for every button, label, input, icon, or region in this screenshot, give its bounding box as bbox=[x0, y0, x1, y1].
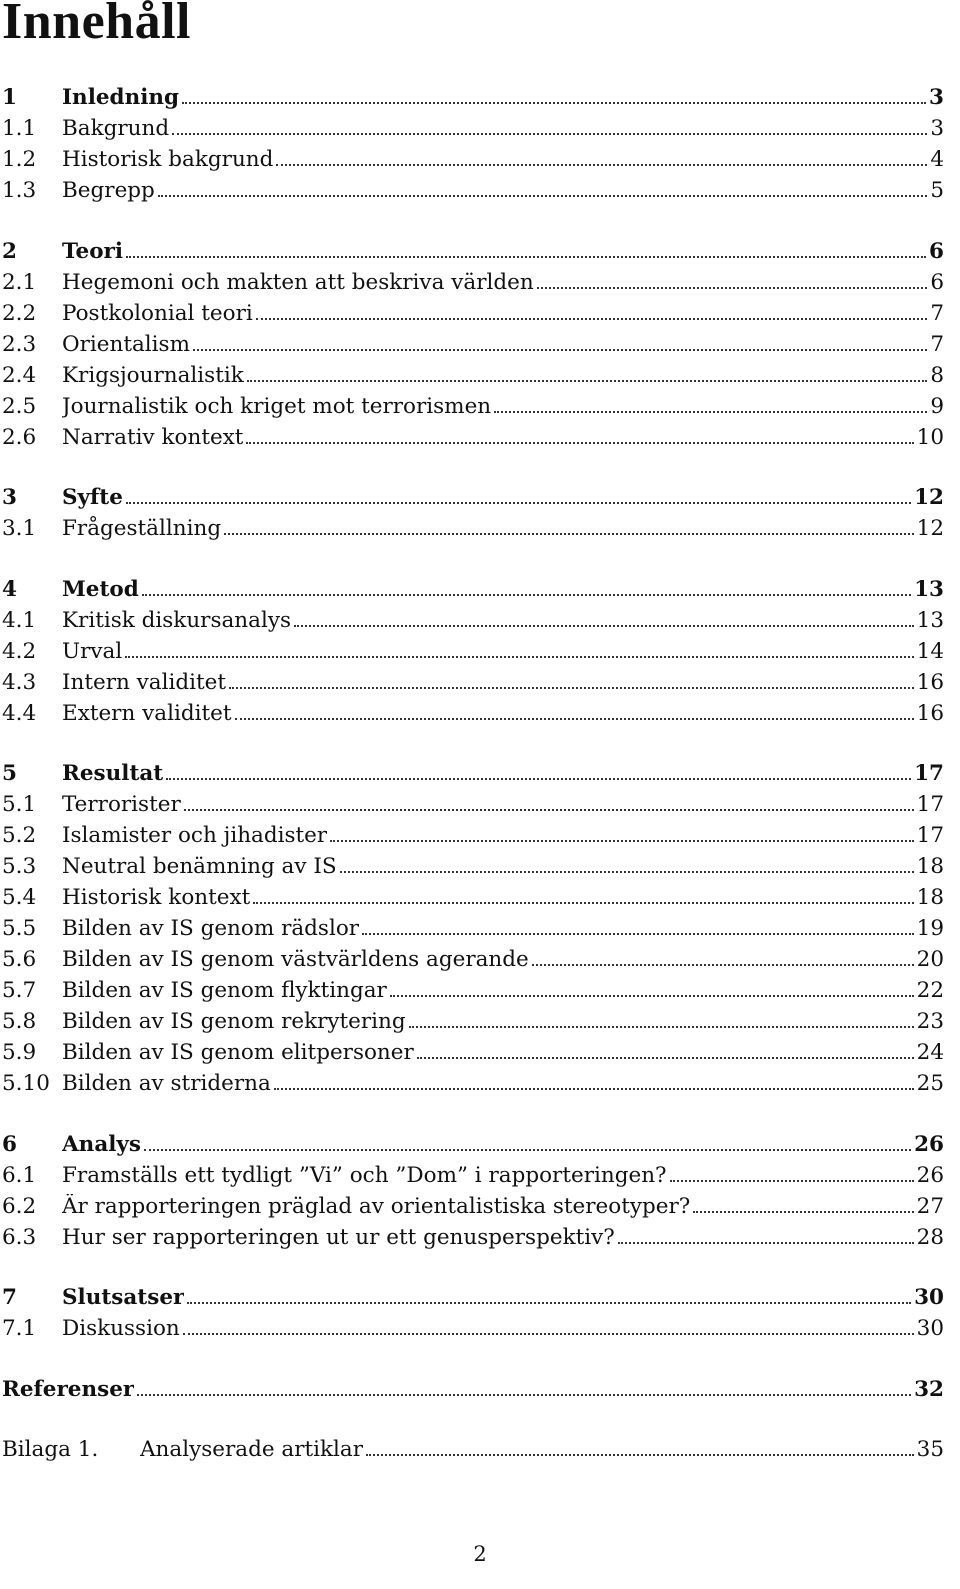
toc-entry[interactable] bbox=[2, 1372, 944, 1403]
toc-entry-number: Bilaga 1. bbox=[2, 1437, 99, 1462]
toc-entry[interactable] bbox=[2, 911, 944, 942]
toc-entry[interactable] bbox=[2, 634, 944, 665]
toc-entry-title: Är rapporteringen präglad av orientalistiska stereotyper? bbox=[62, 1193, 691, 1219]
toc-entry-number: 4.4 bbox=[2, 700, 37, 726]
dot-leader bbox=[494, 411, 927, 413]
toc-entry-title: Analyserade artiklar bbox=[140, 1437, 363, 1462]
toc-entry-number: 2.3 bbox=[2, 331, 37, 357]
toc-entry-page: 30 bbox=[916, 1316, 944, 1341]
toc-entry[interactable] bbox=[2, 849, 944, 880]
toc-entry-page: 24 bbox=[916, 1040, 944, 1065]
toc-entry-number: 4.2 bbox=[2, 638, 37, 664]
dot-leader bbox=[276, 164, 927, 166]
toc-entry[interactable] bbox=[2, 1280, 944, 1311]
dot-leader bbox=[229, 687, 914, 689]
dot-leader bbox=[330, 840, 913, 842]
toc-entry-number: 7 bbox=[2, 1285, 17, 1310]
toc-entry-page: 14 bbox=[916, 638, 944, 664]
toc-entry-page: 6 bbox=[929, 238, 944, 264]
toc-entry-number: 5.2 bbox=[2, 823, 37, 848]
toc-entry[interactable] bbox=[2, 603, 944, 634]
toc-entry-title: Bilden av striderna bbox=[62, 1071, 271, 1096]
dot-leader bbox=[166, 778, 911, 780]
toc-entry-page: 6 bbox=[930, 269, 944, 295]
dot-leader bbox=[224, 533, 914, 535]
toc-entry-title: Bilden av IS genom rädslor bbox=[62, 916, 360, 941]
toc-entry-title: Kritisk diskursanalys bbox=[62, 607, 292, 633]
toc-entry-number: 6.3 bbox=[2, 1224, 37, 1250]
toc-entry-number: 2.5 bbox=[2, 393, 37, 419]
toc-entry-title: Bilden av IS genom elitpersoner bbox=[62, 1040, 414, 1065]
toc-entry-page: 25 bbox=[916, 1071, 944, 1096]
toc-entry-number: 4.3 bbox=[2, 669, 37, 695]
toc-entry-title: Bilden av IS genom rekrytering bbox=[62, 1009, 406, 1034]
toc-entry-page: 28 bbox=[916, 1224, 944, 1250]
dot-leader bbox=[183, 1333, 914, 1335]
dot-leader bbox=[417, 1057, 914, 1059]
toc-entry-title: Resultat bbox=[62, 761, 164, 786]
toc-entry-title: Syfte bbox=[62, 485, 123, 510]
toc-entry-title: Islamister och jihadister bbox=[62, 823, 328, 848]
toc-entry[interactable] bbox=[2, 1066, 944, 1097]
dot-leader bbox=[274, 1088, 914, 1090]
toc-entry-number: 1.1 bbox=[2, 116, 37, 141]
toc-entry-page: 26 bbox=[914, 1131, 944, 1157]
toc-entry[interactable] bbox=[2, 327, 944, 358]
toc-entry-number: 2.1 bbox=[2, 269, 37, 295]
toc-entry-page: 17 bbox=[916, 792, 944, 817]
dot-leader bbox=[253, 902, 913, 904]
toc-entry-page: 13 bbox=[916, 607, 944, 633]
toc-entry-title: Metod bbox=[62, 576, 139, 602]
toc-entry[interactable] bbox=[2, 1035, 944, 1066]
toc-entry-number: 5.5 bbox=[2, 916, 37, 941]
dot-leader bbox=[126, 256, 926, 258]
toc-entry-page: 22 bbox=[916, 978, 944, 1003]
toc-entry-title: Slutsatser bbox=[62, 1285, 185, 1310]
toc-entry-title: Inledning bbox=[62, 85, 180, 110]
toc-entry-number: 1 bbox=[2, 85, 17, 110]
toc-entry[interactable] bbox=[2, 756, 944, 787]
toc-entry[interactable] bbox=[2, 1158, 944, 1189]
toc-entry-page: 18 bbox=[916, 854, 944, 879]
dot-leader bbox=[184, 809, 914, 811]
page-number: 2 bbox=[473, 1542, 487, 1566]
toc-entry-page: 7 bbox=[930, 331, 944, 357]
toc-entry-title: Framställs ett tydligt ”Vi” och ”Dom” i rapporteringen? bbox=[62, 1162, 667, 1188]
toc-entry-title: Historisk bakgrund bbox=[62, 147, 274, 172]
toc-entry[interactable] bbox=[2, 142, 944, 173]
toc-entry[interactable] bbox=[2, 787, 944, 818]
toc-entry-number: 6 bbox=[2, 1131, 17, 1157]
toc-entry-number: 1.2 bbox=[2, 147, 37, 172]
toc-entry-number: 1.3 bbox=[2, 178, 37, 203]
toc-entry[interactable] bbox=[2, 173, 944, 204]
toc-entry[interactable] bbox=[2, 1311, 944, 1342]
toc-entry-number: 2.4 bbox=[2, 362, 37, 388]
toc-entry-title: Bilden av IS genom västvärldens agerande bbox=[62, 947, 529, 972]
toc-entry-number: 4.1 bbox=[2, 607, 37, 633]
toc-entry-number: 2 bbox=[2, 238, 17, 264]
dot-leader bbox=[256, 318, 928, 320]
dot-leader bbox=[366, 1454, 914, 1456]
toc-entry-title: Postkolonial teori bbox=[62, 300, 253, 326]
toc-entry-page: 8 bbox=[930, 362, 944, 388]
toc-entry[interactable] bbox=[2, 358, 944, 389]
toc-entry-number: 5.6 bbox=[2, 947, 37, 972]
toc-entry-title: Analys bbox=[62, 1131, 142, 1157]
toc-entry-number: 3 bbox=[2, 485, 17, 510]
toc-entry-number: 5.7 bbox=[2, 978, 37, 1003]
dot-leader bbox=[294, 625, 914, 627]
toc-entry-title: Frågeställning bbox=[62, 516, 222, 541]
toc-entry[interactable] bbox=[2, 973, 944, 1004]
toc-entry-page: 4 bbox=[930, 147, 944, 172]
toc-entry[interactable] bbox=[2, 234, 944, 265]
toc-entry[interactable] bbox=[2, 818, 944, 849]
dot-leader bbox=[409, 1026, 914, 1028]
toc-entry-page: 3 bbox=[929, 85, 944, 110]
toc-entry-number: 2.6 bbox=[2, 424, 37, 450]
toc-entry[interactable] bbox=[2, 511, 944, 542]
toc-entry-title: Krigsjournalistik bbox=[62, 362, 244, 388]
toc-entry-number: 6.1 bbox=[2, 1162, 37, 1188]
toc-entry-page: 9 bbox=[930, 393, 944, 419]
dot-leader bbox=[340, 871, 914, 873]
dot-leader bbox=[670, 1180, 914, 1182]
toc-entry-title: Intern validitet bbox=[62, 669, 227, 695]
toc-entry[interactable] bbox=[2, 480, 944, 511]
dot-leader bbox=[246, 442, 913, 444]
toc-entry[interactable] bbox=[2, 265, 944, 296]
toc-entry[interactable] bbox=[2, 696, 944, 727]
toc-entry-title: Extern validitet bbox=[62, 700, 232, 726]
dot-leader bbox=[390, 995, 914, 997]
toc-entry-title: Orientalism bbox=[62, 331, 190, 357]
toc-entry[interactable] bbox=[2, 1127, 944, 1158]
toc-entry-page: 17 bbox=[916, 823, 944, 848]
toc-entry-title: Bakgrund bbox=[62, 116, 170, 141]
dot-leader bbox=[693, 1211, 913, 1213]
toc-entry-title: Hegemoni och makten att beskriva världen bbox=[62, 269, 534, 295]
dot-leader bbox=[158, 195, 927, 197]
dot-leader bbox=[537, 287, 928, 289]
toc-entry-page: 23 bbox=[916, 1009, 944, 1034]
dot-leader bbox=[126, 502, 911, 504]
toc-entry-page: 7 bbox=[930, 300, 944, 326]
toc-entry[interactable] bbox=[2, 80, 944, 111]
dot-leader bbox=[182, 102, 926, 104]
toc-entry-title: Referenser bbox=[2, 1376, 135, 1402]
toc-entry[interactable] bbox=[2, 1432, 944, 1463]
toc-entry-title: Neutral benämning av IS bbox=[62, 854, 337, 879]
toc-entry-title: Bilden av IS genom flyktingar bbox=[62, 978, 387, 1003]
toc-entry-number: 3.1 bbox=[2, 516, 37, 541]
dot-leader bbox=[235, 718, 914, 720]
toc-entry[interactable] bbox=[2, 111, 944, 142]
toc-entry[interactable] bbox=[2, 880, 944, 911]
toc-entry-title: Narrativ kontext bbox=[62, 424, 244, 450]
dot-leader bbox=[172, 133, 927, 135]
toc-entry-title: Urval bbox=[62, 638, 123, 664]
toc-entry-number: 7.1 bbox=[2, 1316, 37, 1341]
toc-entry-title: Journalistik och kriget mot terrorismen bbox=[62, 393, 492, 419]
toc-entry-page: 13 bbox=[914, 576, 944, 602]
toc-entry-page: 12 bbox=[914, 485, 944, 510]
table-of-contents bbox=[2, 80, 944, 1463]
toc-entry-number: 5.3 bbox=[2, 854, 37, 879]
toc-entry-page: 26 bbox=[916, 1162, 944, 1188]
toc-entry[interactable] bbox=[2, 665, 944, 696]
page-title: Innehåll bbox=[2, 0, 191, 50]
toc-entry-page: 3 bbox=[930, 116, 944, 141]
toc-entry-title: Hur ser rapporteringen ut ur ett genusperspektiv? bbox=[62, 1224, 615, 1250]
toc-entry-number: 6.2 bbox=[2, 1193, 37, 1219]
toc-entry-number: 5.1 bbox=[2, 792, 37, 817]
toc-entry-page: 17 bbox=[914, 761, 944, 786]
toc-entry-page: 16 bbox=[916, 669, 944, 695]
toc-entry-page: 20 bbox=[916, 947, 944, 972]
dot-leader bbox=[144, 1149, 911, 1151]
toc-entry[interactable] bbox=[2, 296, 944, 327]
toc-entry-page: 27 bbox=[916, 1193, 944, 1219]
toc-entry-page: 18 bbox=[916, 885, 944, 910]
toc-entry-number: 5.9 bbox=[2, 1040, 37, 1065]
toc-entry-title: Terrorister bbox=[62, 792, 181, 817]
toc-entry[interactable] bbox=[2, 572, 944, 603]
toc-entry-page: 10 bbox=[916, 424, 944, 450]
toc-entry-page: 5 bbox=[930, 178, 944, 203]
toc-entry-page: 12 bbox=[916, 516, 944, 541]
toc-entry-title: Begrepp bbox=[62, 178, 155, 203]
dot-leader bbox=[362, 933, 914, 935]
toc-entry[interactable] bbox=[2, 420, 944, 451]
dot-leader bbox=[125, 656, 913, 658]
toc-entry-title: Historisk kontext bbox=[62, 885, 251, 910]
dot-leader bbox=[142, 594, 911, 596]
toc-entry-number: 4 bbox=[2, 576, 17, 602]
toc-entry-number: 5.10 bbox=[2, 1071, 50, 1096]
toc-entry-number: 2.2 bbox=[2, 300, 37, 326]
dot-leader bbox=[247, 380, 928, 382]
toc-entry[interactable] bbox=[2, 942, 944, 973]
toc-entry-title: Diskussion bbox=[62, 1316, 180, 1341]
toc-entry-title: Teori bbox=[62, 238, 124, 264]
toc-entry-page: 35 bbox=[916, 1437, 944, 1462]
toc-entry-number: 5.8 bbox=[2, 1009, 37, 1034]
dot-leader bbox=[618, 1242, 914, 1244]
toc-entry-page: 16 bbox=[916, 700, 944, 726]
toc-entry-number: 5.4 bbox=[2, 885, 37, 910]
toc-entry-page: 30 bbox=[914, 1285, 944, 1310]
toc-entry[interactable] bbox=[2, 389, 944, 420]
dot-leader bbox=[532, 964, 914, 966]
dot-leader bbox=[137, 1394, 911, 1396]
toc-entry-page: 32 bbox=[914, 1376, 944, 1402]
toc-entry[interactable] bbox=[2, 1189, 944, 1220]
dot-leader bbox=[187, 1302, 911, 1304]
toc-entry[interactable] bbox=[2, 1004, 944, 1035]
toc-entry-page: 19 bbox=[916, 916, 944, 941]
dot-leader bbox=[193, 349, 927, 351]
toc-entry[interactable] bbox=[2, 1220, 944, 1251]
toc-entry-number: 5 bbox=[2, 761, 17, 786]
